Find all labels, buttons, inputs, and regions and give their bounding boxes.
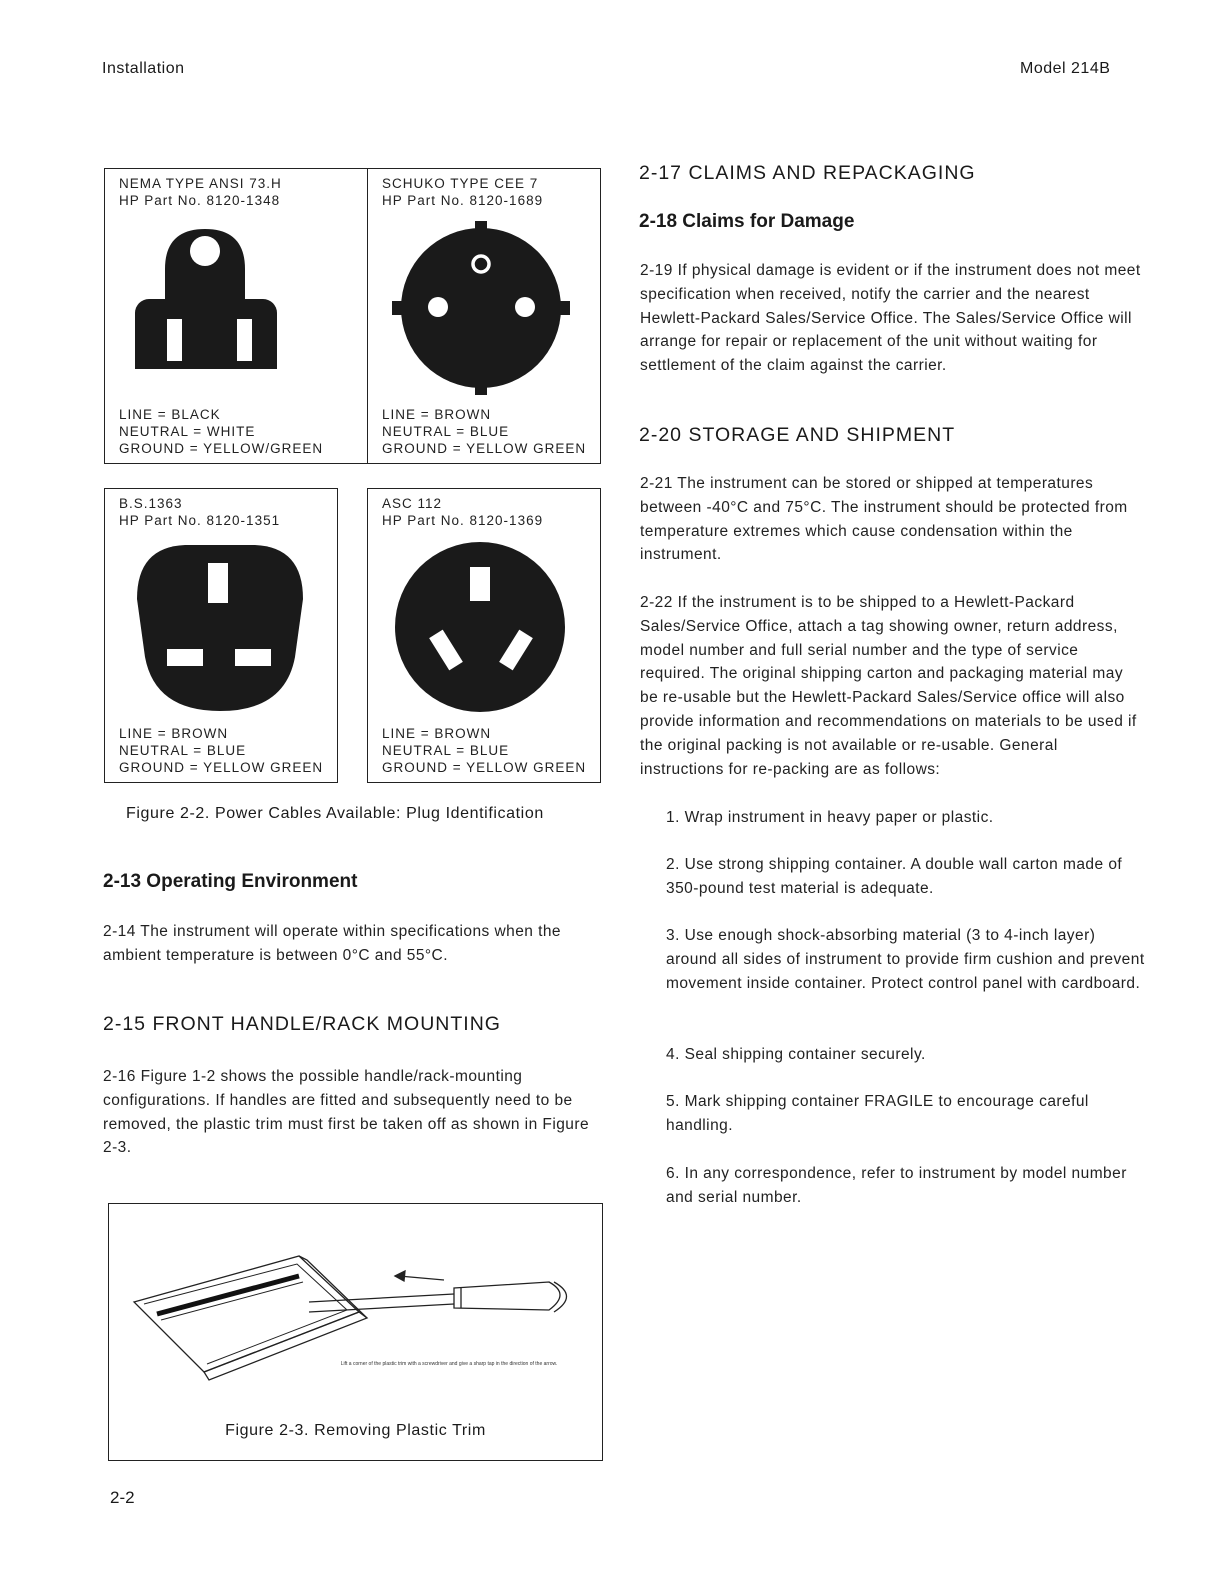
wire-ground: GROUND = YELLOW GREEN xyxy=(119,760,324,775)
wire-ground: GROUND = YELLOW GREEN xyxy=(382,760,587,775)
heading-2-13: 2-13 Operating Environment xyxy=(103,871,358,892)
repack-step-5: 5. Mark shipping container FRAGILE to encourage careful handling. xyxy=(666,1093,1089,1134)
paragraph-2-19: 2-19 If physical damage is evident or if the instrument does not meet specification when received, notify the carrier and the nearest Hewlett-Packard Sales/Service Office. The Sales/Service Office will arrange for repair or replacement of the unit without waiting for settlement of the claim against the carrier. xyxy=(640,262,1141,375)
running-header-section: Installation xyxy=(102,60,185,77)
plug-box-schuko xyxy=(367,168,601,464)
plug-box-bs1363 xyxy=(104,488,338,783)
plug-part-number: HP Part No. 8120-1351 xyxy=(119,513,281,528)
paragraph-2-16: 2-16 Figure 1-2 shows the possible handle/rack-mounting configurations. If handles are fitted and subsequently need to be removed, the plastic trim must first be taken off as shown in Figure 2-3. xyxy=(103,1068,590,1157)
wire-neutral: NEUTRAL = BLUE xyxy=(382,743,510,758)
wire-ground: GROUND = YELLOW/GREEN xyxy=(119,441,324,456)
paragraph-2-22: 2-22 If the instrument is to be shipped to a Hewlett-Packard Sales/Service Office, attach a tag showing owner, return address, model number and full serial number and the type of service required. The original shipping carton and packaging material may be re-usable but the Hewlett-Packard Sales/Service office will also provide information and recommendations on materials to be used if the original packing is not available or re-usable. General instructions for re-packing are as follows: xyxy=(640,594,1137,778)
repack-step-3: 3. Use enough shock-absorbing material (3 to 4-inch layer) around all sides of instrument to provide firm cushion and prevent movement inside container. Protect control panel with cardboard. xyxy=(666,927,1145,992)
wire-ground: GROUND = YELLOW GREEN xyxy=(382,441,587,456)
plug-type: SCHUKO TYPE CEE 7 xyxy=(382,176,539,191)
repack-step-2: 2. Use strong shipping container. A double wall carton made of 350-pound test material is adequate. xyxy=(666,856,1123,897)
repack-step-1: 1. Wrap instrument in heavy paper or plastic. xyxy=(666,809,994,826)
plug-type: B.S.1363 xyxy=(119,496,183,511)
figure-2-3 xyxy=(108,1203,603,1461)
wire-line: LINE = BROWN xyxy=(382,726,492,741)
wire-line: LINE = BROWN xyxy=(119,726,229,741)
heading-2-15: 2-15 FRONT HANDLE/RACK MOUNTING xyxy=(103,1013,501,1035)
plug-part-number: HP Part No. 8120-1348 xyxy=(119,193,281,208)
plug-type: NEMA TYPE ANSI 73.H xyxy=(119,176,282,191)
plug-type: ASC 112 xyxy=(382,496,443,511)
paragraph-2-14: 2-14 The instrument will operate within specifications when the ambient temperature is between 0°C and 55°C. xyxy=(103,923,561,964)
heading-2-18: 2-18 Claims for Damage xyxy=(639,211,855,232)
repack-step-4: 4. Seal shipping container securely. xyxy=(666,1046,926,1063)
wire-line: LINE = BLACK xyxy=(119,407,221,422)
repack-step-6: 6. In any correspondence, refer to instrument by model number and serial number. xyxy=(666,1165,1127,1206)
plug-part-number: HP Part No. 8120-1689 xyxy=(382,193,544,208)
paragraph-2-21: 2-21 The instrument can be stored or shipped at temperatures between -40°C and 75°C. The instrument should be protected from temperature extremes which cause condensation within the instrument. xyxy=(640,475,1128,564)
running-header-model: Model 214B xyxy=(1020,60,1111,77)
figure-2-3-note: Lift a corner of the plastic trim with a screwdriver and give a sharp tap in the direction of the arrow. xyxy=(340,1361,558,1367)
heading-2-20: 2-20 STORAGE AND SHIPMENT xyxy=(639,424,956,446)
plug-part-number: HP Part No. 8120-1369 xyxy=(382,513,544,528)
plug-box-asc112 xyxy=(367,488,601,783)
wire-neutral: NEUTRAL = BLUE xyxy=(119,743,247,758)
wire-line: LINE = BROWN xyxy=(382,407,492,422)
page-number: 2-2 xyxy=(110,1488,135,1507)
figure-2-3-caption: Figure 2-3. Removing Plastic Trim xyxy=(225,1422,486,1439)
wire-neutral: NEUTRAL = BLUE xyxy=(382,424,510,439)
heading-2-17: 2-17 CLAIMS AND REPACKAGING xyxy=(639,162,976,184)
figure-2-2-caption: Figure 2-2. Power Cables Available: Plug Identification xyxy=(126,805,544,822)
plug-box-nema xyxy=(104,168,368,464)
wire-neutral: NEUTRAL = WHITE xyxy=(119,424,256,439)
